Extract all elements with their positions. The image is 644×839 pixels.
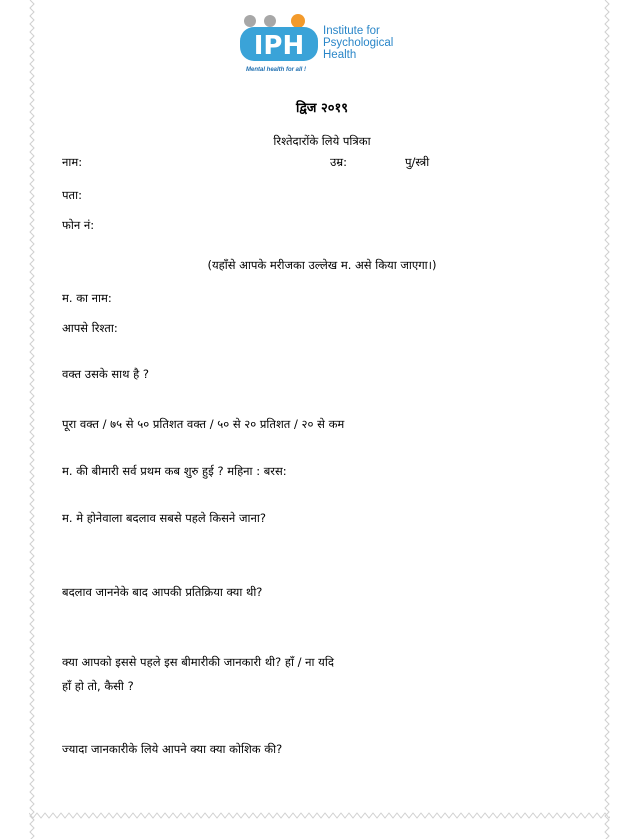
- field-address-label: पता:: [62, 188, 82, 202]
- field-name-label: नाम:: [62, 155, 83, 169]
- logo-line2: Psychological: [323, 37, 394, 49]
- question-time-with-patient: वक्त उसके साथ है ?: [62, 367, 149, 381]
- question-illness-onset: म. की बीमारी सर्व प्रथम कब शुरु हुई ? महिना : बरस:: [62, 464, 287, 478]
- logo-line3: Health: [323, 49, 357, 61]
- question-efforts: ज्यादा जानकारीके लिये आपने क्या क्या कोशिक की?: [62, 742, 283, 756]
- logo-head-grey-2: [264, 15, 276, 27]
- question-prior-knowledge-line1: क्या आपको इससे पहले इस बीमारीकी जानकारी थी? हाँ / ना यदि: [62, 655, 334, 669]
- question-prior-knowledge-line2: हाँ हो तो, कैसी ?: [62, 679, 134, 693]
- patient-reference-note: (यहाँसे आपके मरीजका उल्लेख म. असे किया जाएगा।): [207, 258, 437, 272]
- question-time-options: पूरा वक्त / ७५ से ५० प्रतिशत वक्त / ५० से २० प्रतिशत / २० से कम: [62, 417, 345, 431]
- field-age-label: उम्र:: [330, 155, 348, 169]
- page-edge-right: [604, 0, 610, 839]
- document-subtitle: रिश्तेदारोंके लिये पत्रिका: [273, 134, 371, 148]
- document-title: द्विज २०१९: [295, 101, 349, 116]
- logo-line1: Institute for: [323, 25, 380, 37]
- logo-iph-letters: IPH: [253, 31, 305, 61]
- page-edge-bottom: [29, 812, 610, 820]
- patient-name-label: म. का नाम:: [62, 291, 112, 305]
- page-edge-left: [29, 0, 35, 839]
- question-reaction: बदलाव जाननेके बाद आपकी प्रतिक्रिया क्या थी?: [62, 585, 263, 599]
- iph-logo: [238, 12, 408, 78]
- patient-relation-label: आपसे रिश्ता:: [62, 321, 118, 335]
- field-gender-label: पु/स्त्री: [405, 155, 430, 169]
- logo-tagline: Mental health for all !: [246, 67, 307, 73]
- field-phone-label: फोन नं:: [62, 218, 95, 232]
- logo-head-grey: [244, 15, 256, 27]
- question-first-noticed: म. मे होनेवाला बदलाव सबसे पहले किसने जाना?: [62, 511, 266, 525]
- logo-head-orange: [291, 14, 305, 28]
